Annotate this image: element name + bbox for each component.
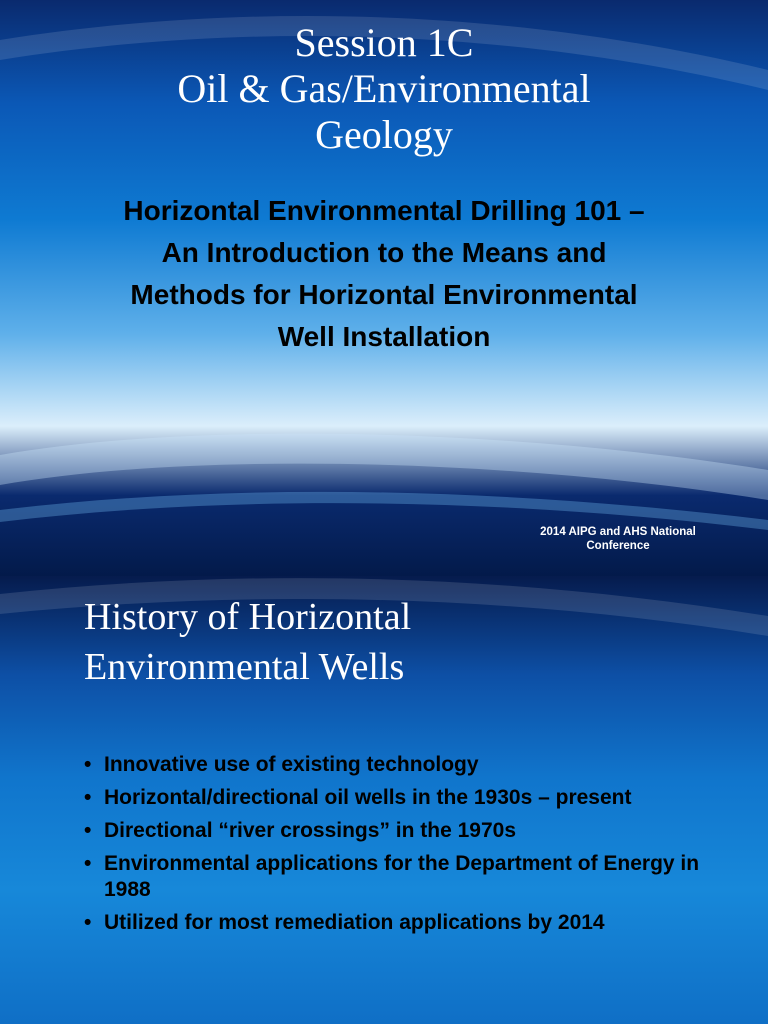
bullet-icon: • [84,786,92,809]
bullet-icon: • [84,911,92,934]
subtitle-line: Well Installation [277,321,491,352]
bullet-text: Horizontal/directional oil wells in the 1930s – present [104,786,632,809]
footer-line: 2014 AIPG and AHS National [540,526,696,538]
bullet-text: Innovative use of existing technology [104,753,479,776]
footer-line: Conference [586,540,650,552]
subtitle-line: Horizontal Environmental Drilling 101 – [123,195,645,226]
list-item [80,752,740,778]
title-line: Oil & Gas/Environmental [177,66,591,111]
content-slide [0,576,768,1024]
title-line: Environmental Wells [84,646,405,688]
bullet-text: Environmental applications for the Department of Energy in 1988 [104,852,700,901]
slide-subtitle [40,190,728,358]
slide-title [84,592,724,692]
title-line: History of Horizontal [84,596,412,638]
list-item [80,818,740,844]
bullet-icon: • [84,753,92,776]
bullet-text: Directional “river crossings” in the 1970s [104,819,517,842]
subtitle-line: An Introduction to the Means and [161,237,607,268]
bullet-icon: • [84,819,92,842]
bullet-list [80,752,740,943]
list-item [80,851,740,903]
title-line: Session 1C [294,20,474,65]
title-line: Geology [315,112,453,157]
bullet-text: Utilized for most remediation applications by 2014 [104,911,605,934]
bullet-icon: • [84,852,92,875]
list-item [80,910,740,936]
subtitle-line: Methods for Horizontal Environmental [130,279,638,310]
list-item [80,785,740,811]
slide-footer [500,525,736,553]
slide-title [40,20,728,158]
